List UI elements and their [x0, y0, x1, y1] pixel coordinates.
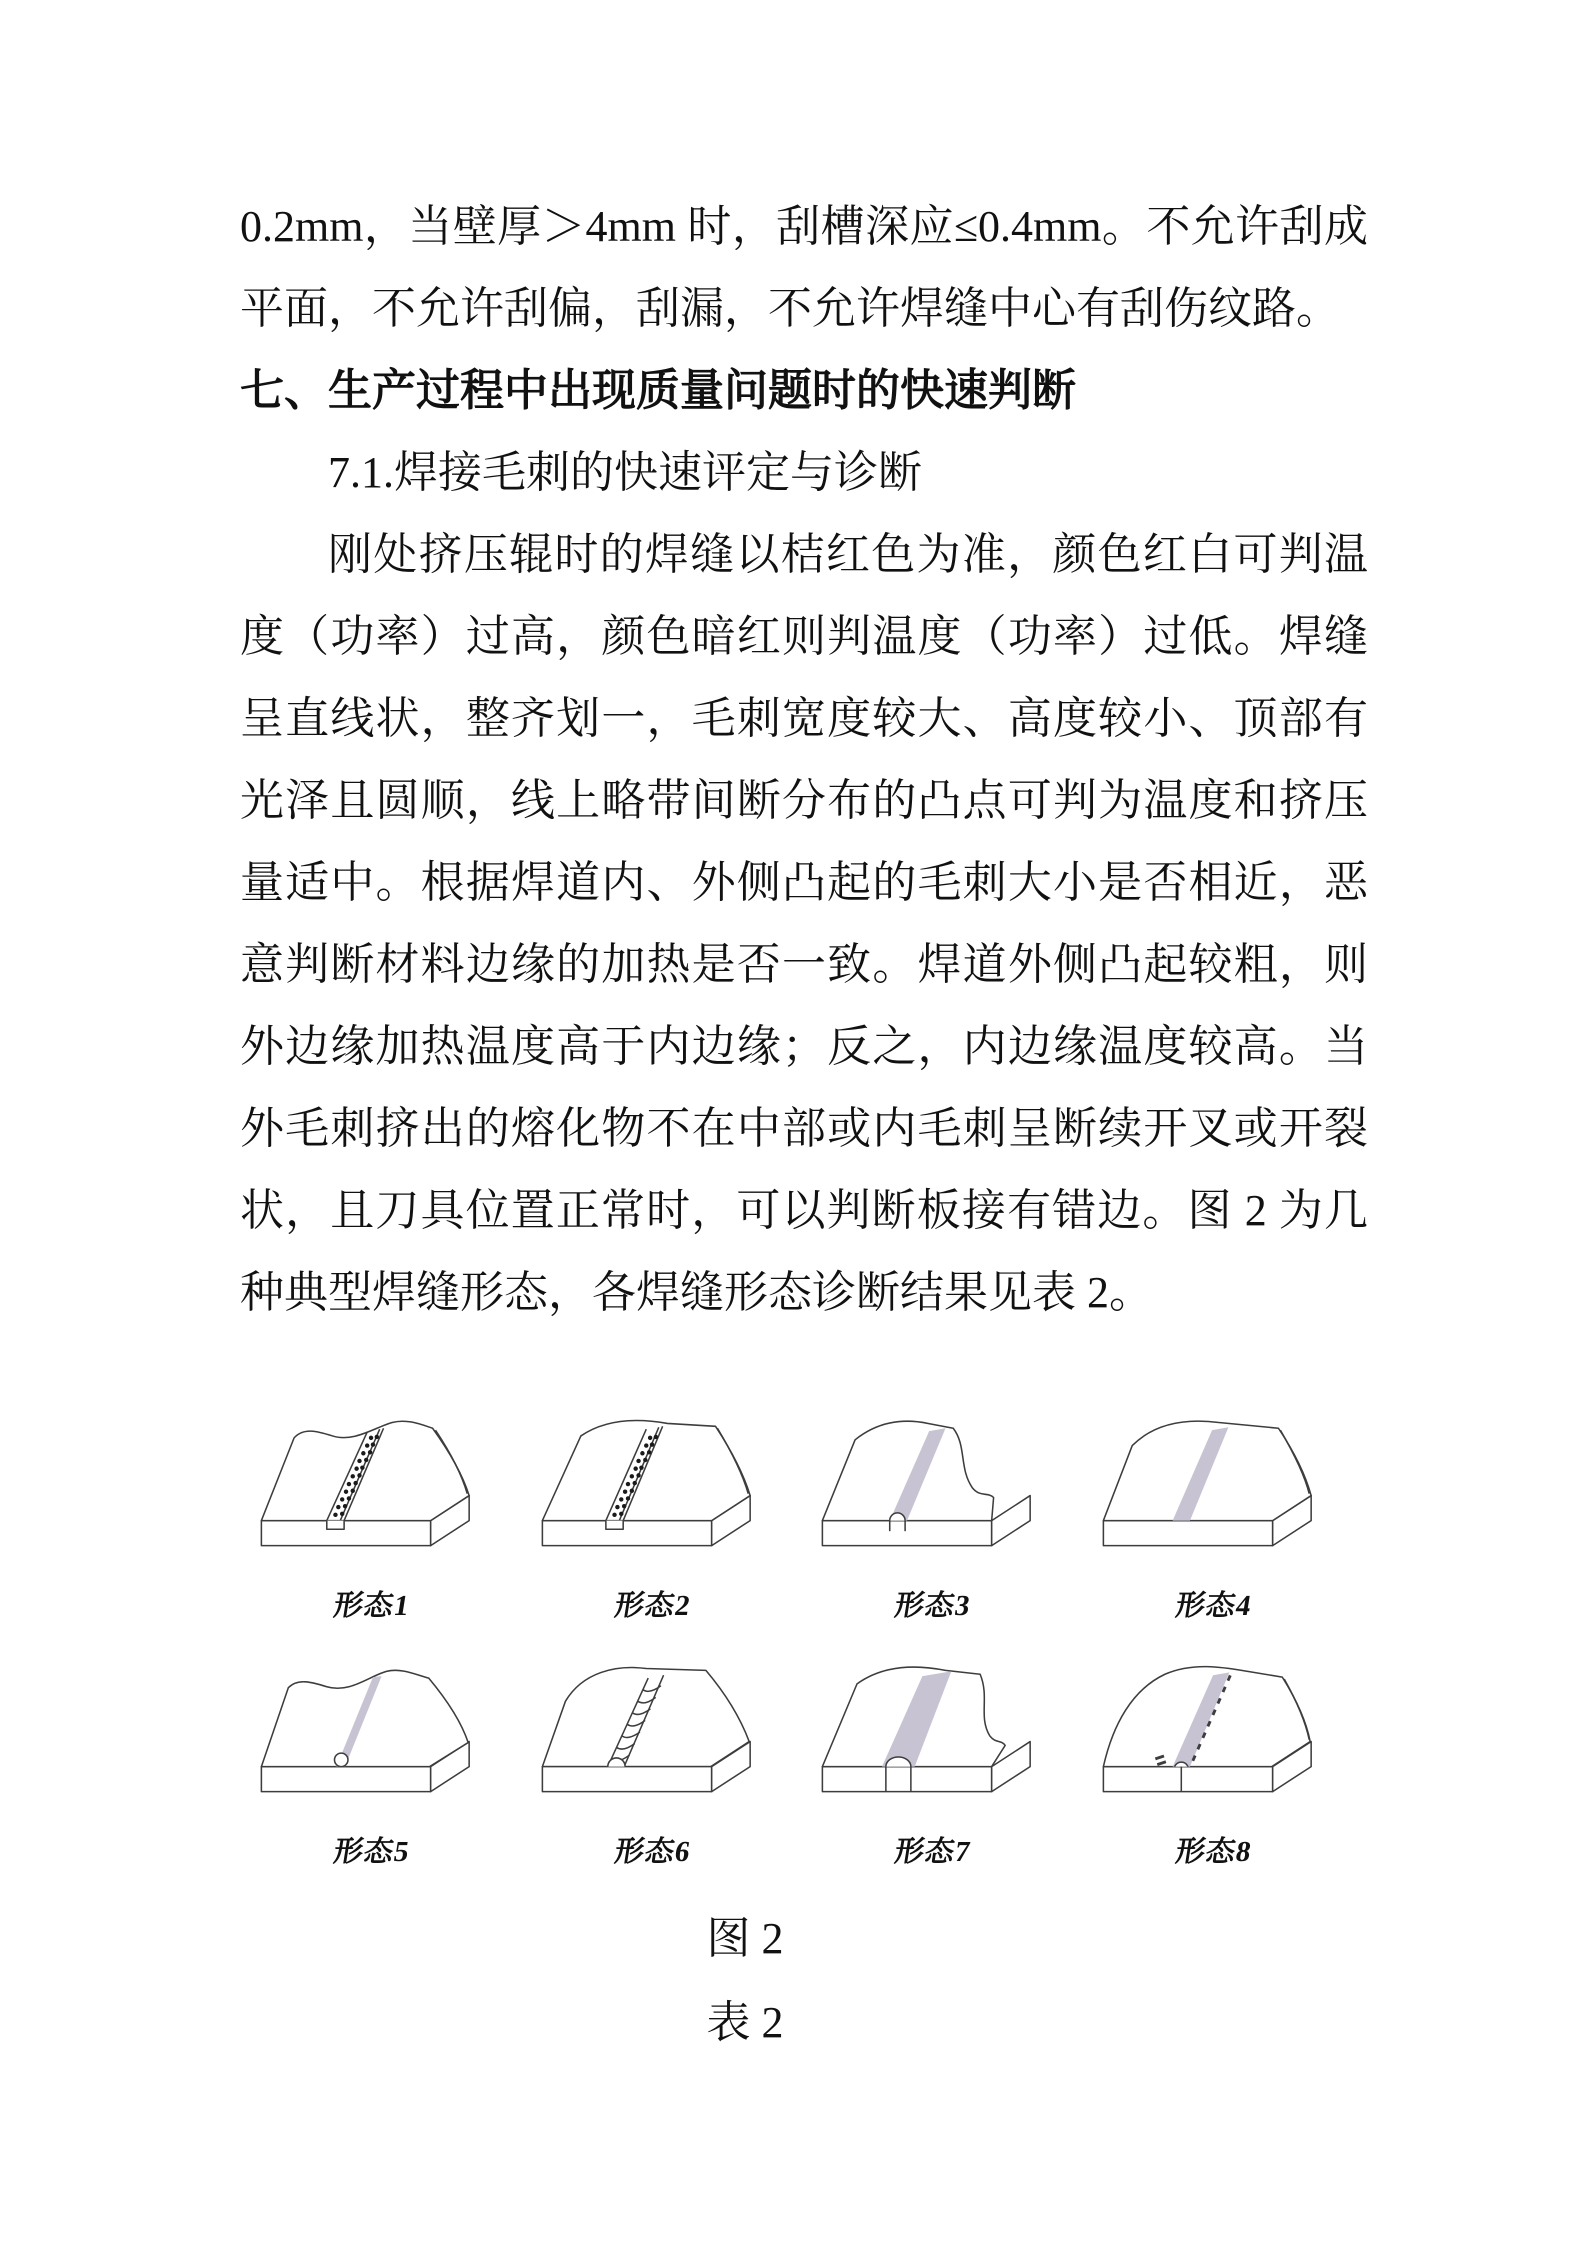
weld-seam-dashed-band-icon: [1088, 1658, 1340, 1804]
body-paragraph: 刚处挤压辊时的焊缝以桔红色为准，颜色红白可判温度（功率）过高，颜色暗红则判温度（功率）过低。焊缝呈直线状，整齐划一，毛刺宽度较大、高度较小、顶部有光泽且圆顺，线上略带间断分布的凸点可判为温度和挤压量适中。根据焊道内、外侧凸起的毛刺大小是否相近，恶意判断材料边缘的加热是否一致。焊道外侧凸起较粗，则外边缘加热温度高于内边缘；反之，内边缘温度较高。当外毛刺挤出的熔化物不在中部或内毛刺呈断续开叉或开裂状，且刀具位置正常时，可以判断板接有错边。图 2 为几种典型焊缝形态，各焊缝形态诊断结果见表 2。: [240, 530, 1368, 1317]
weld-form-cell-4: [1074, 1412, 1355, 1624]
section-heading: 七、生产过程中出现质量问题时的快速判断: [240, 366, 1076, 415]
weld-form-label: 形态2: [612, 1590, 694, 1622]
weld-forms-figure: [232, 1412, 1354, 1870]
subsection-heading: 7.1.焊接毛刺的快速评定与诊断: [328, 448, 922, 497]
weld-form-label: 形态8: [1173, 1836, 1255, 1868]
paragraph-continuation: 0.2mm，当壁厚＞4mm 时，刮槽深应≤0.4mm。不允许刮成平面，不允许刮偏，刮漏，不允许焊缝中心有刮伤纹路。: [240, 202, 1368, 333]
weld-form-cell-3: [793, 1412, 1074, 1624]
weld-form-label: 形态4: [1173, 1590, 1255, 1622]
weld-seam-ribbed-band-icon: [527, 1658, 779, 1804]
weld-form-cell-8: [1074, 1658, 1355, 1870]
weld-seam-dotted-icon: [246, 1412, 498, 1558]
figure-caption: 图 2: [706, 1914, 784, 1963]
weld-seam-gray-band-icon: [1088, 1412, 1340, 1558]
weld-form-cell-6: [513, 1658, 794, 1870]
weld-form-cell-5: [232, 1658, 513, 1870]
weld-form-label: 形态6: [612, 1836, 694, 1868]
weld-form-label: 形态1: [331, 1590, 413, 1622]
weld-seam-wide-band-icon: [807, 1658, 1059, 1804]
text-column: [240, 186, 1368, 1334]
weld-form-cell-7: [793, 1658, 1074, 1870]
weld-form-label: 形态7: [892, 1836, 974, 1868]
weld-seam-gray-band-bump-icon: [807, 1412, 1059, 1558]
weld-form-cell-1: [232, 1412, 513, 1624]
weld-form-label: 形态3: [892, 1590, 974, 1622]
weld-form-label: 形态5: [331, 1836, 413, 1868]
weld-seam-dotted-icon: [527, 1412, 779, 1558]
weld-form-cell-2: [513, 1412, 794, 1624]
weld-seam-narrow-band-bead-icon: [246, 1658, 498, 1804]
table-caption: 表 2: [706, 1998, 784, 2047]
